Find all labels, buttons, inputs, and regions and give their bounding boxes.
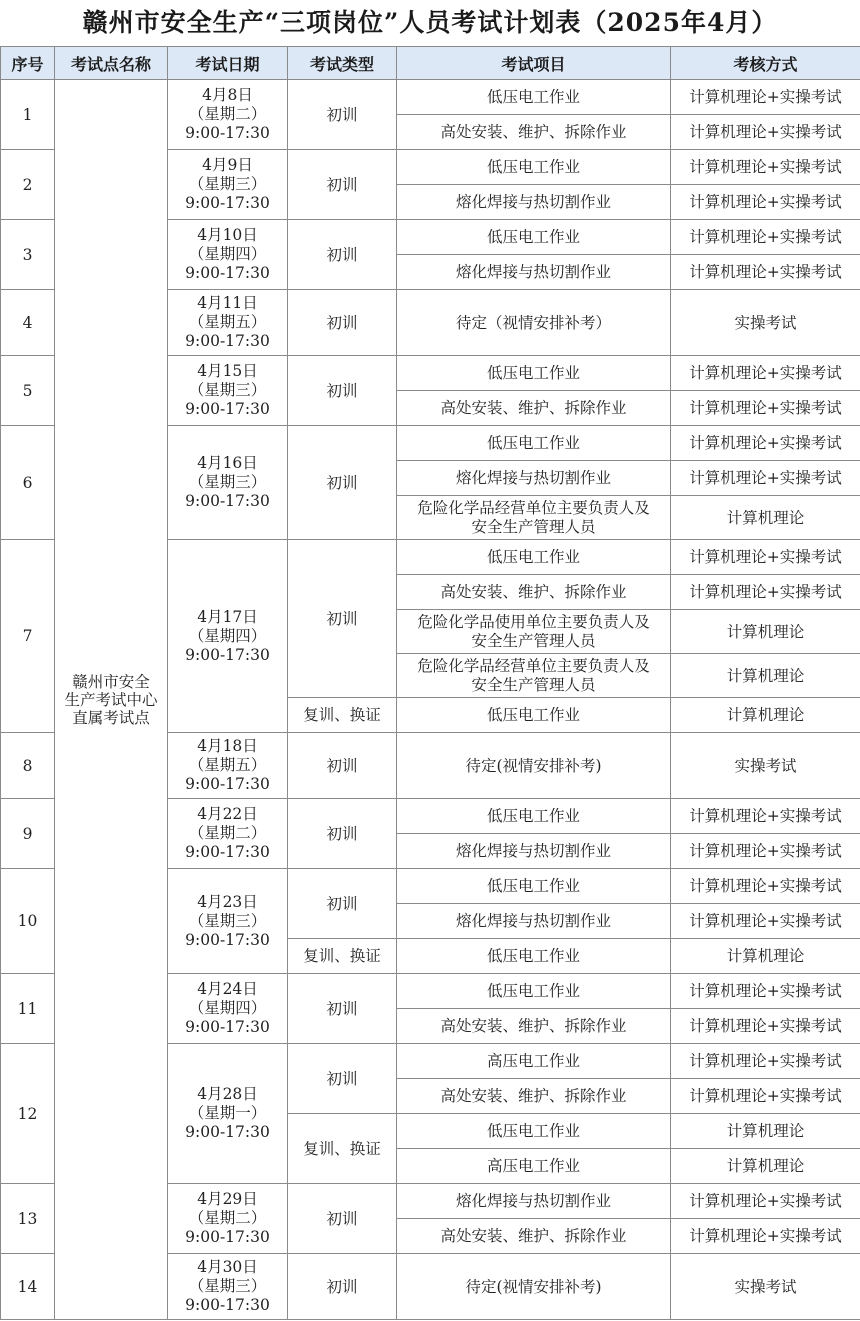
date-text: 4月10日 — [197, 226, 258, 244]
item-line: 安全生产管理人员 — [471, 631, 596, 650]
type-cell: 初训 — [288, 733, 397, 799]
weekday-text: （星期四） — [188, 626, 267, 645]
header-type: 考试类型 — [288, 47, 397, 80]
method-cell: 计算机理论+实操考试 — [671, 974, 860, 1009]
exam-center-cell — [55, 80, 168, 1320]
date-text: 4月15日 — [197, 362, 258, 380]
seq-cell: 12 — [1, 1044, 55, 1184]
type-cell: 初训 — [288, 220, 397, 290]
date-text: 4月23日 — [197, 892, 258, 911]
date-text: 4月9日 — [202, 156, 253, 174]
page-title: 赣州市安全生产“三项岗位”人员考试计划表（2025年4月） — [82, 8, 778, 37]
date-text: 4月11日 — [197, 294, 258, 312]
item-cell: 低压电工作业 — [397, 974, 671, 1009]
item-cell: 低压电工作业 — [397, 939, 671, 974]
method-cell: 计算机理论 — [671, 1114, 860, 1149]
date-text: 4月24日 — [197, 980, 258, 998]
type-cell: 初训 — [288, 80, 397, 150]
item-cell: 低压电工作业 — [397, 540, 671, 575]
date-cell — [168, 974, 288, 1044]
time-text: 9:00-17:30 — [185, 1228, 270, 1246]
method-cell: 计算机理论+实操考试 — [671, 80, 860, 115]
weekday-text: （星期三） — [188, 381, 267, 399]
weekday-text: （星期三） — [188, 1277, 267, 1295]
time-text: 9:00-17:30 — [185, 775, 270, 793]
item-cell: 熔化焊接与热切割作业 — [397, 834, 671, 869]
weekday-text: （星期四） — [188, 245, 267, 263]
method-cell: 计算机理论+实操考试 — [671, 255, 860, 290]
type-cell: 初训 — [288, 1254, 397, 1320]
method-cell: 计算机理论+实操考试 — [671, 391, 860, 426]
item-cell: 熔化焊接与热切割作业 — [397, 461, 671, 496]
method-cell: 计算机理论 — [671, 939, 860, 974]
date-text: 4月16日 — [197, 454, 258, 472]
date-text: 4月22日 — [197, 805, 258, 823]
type-cell: 初训 — [288, 869, 397, 939]
item-cell: 低压电工作业 — [397, 220, 671, 255]
date-cell — [168, 869, 288, 974]
item-cell: 熔化焊接与热切割作业 — [397, 1184, 671, 1219]
item-cell: 低压电工作业 — [397, 698, 671, 733]
time-text: 9:00-17:30 — [185, 332, 270, 350]
method-cell: 计算机理论+实操考试 — [671, 356, 860, 391]
method-cell: 计算机理论+实操考试 — [671, 799, 860, 834]
exam-plan-table — [0, 46, 860, 1320]
date-cell — [168, 150, 288, 220]
seq-cell: 1 — [1, 80, 55, 150]
date-cell — [168, 356, 288, 426]
item-line: 危险化学品使用单位主要负责人及 — [417, 612, 650, 631]
date-cell — [168, 80, 288, 150]
date-cell — [168, 799, 288, 869]
date-cell — [168, 1044, 288, 1184]
item-cell: 低压电工作业 — [397, 426, 671, 461]
item-cell — [397, 610, 671, 654]
seq-cell: 4 — [1, 290, 55, 356]
weekday-text: （星期二） — [188, 1209, 267, 1227]
item-cell: 高处安装、维护、拆除作业 — [397, 1219, 671, 1254]
seq-cell: 8 — [1, 733, 55, 799]
seq-cell: 6 — [1, 426, 55, 540]
method-cell: 计算机理论+实操考试 — [671, 150, 860, 185]
method-cell: 计算机理论+实操考试 — [671, 1184, 860, 1219]
item-cell: 低压电工作业 — [397, 80, 671, 115]
item-cell: 待定(视情安排补考) — [397, 733, 671, 799]
item-line: 危险化学品经营单位主要负责人及 — [417, 498, 650, 517]
header-center: 考试点名称 — [55, 47, 168, 80]
date-cell — [168, 1254, 288, 1320]
item-cell: 高处安装、维护、拆除作业 — [397, 391, 671, 426]
method-cell: 计算机理论+实操考试 — [671, 575, 860, 610]
item-cell: 高处安装、维护、拆除作业 — [397, 1009, 671, 1044]
date-cell — [168, 733, 288, 799]
seq-cell: 3 — [1, 220, 55, 290]
item-cell: 熔化焊接与热切割作业 — [397, 185, 671, 220]
time-text: 9:00-17:30 — [185, 194, 270, 212]
item-cell — [397, 496, 671, 540]
time-text: 9:00-17:30 — [185, 1123, 270, 1141]
weekday-text: （星期三） — [188, 911, 267, 930]
method-cell: 计算机理论 — [671, 698, 860, 733]
header-method: 考核方式 — [671, 47, 860, 80]
method-cell: 计算机理论+实操考试 — [671, 1219, 860, 1254]
type-cell: 初训 — [288, 540, 397, 698]
weekday-text: （星期一） — [188, 1104, 267, 1122]
time-text: 9:00-17:30 — [185, 492, 270, 510]
center-name-line: 赣州市安全 — [72, 672, 150, 691]
seq-cell: 14 — [1, 1254, 55, 1320]
method-cell: 计算机理论+实操考试 — [671, 1044, 860, 1079]
method-cell: 计算机理论+实操考试 — [671, 904, 860, 939]
item-cell: 熔化焊接与热切割作业 — [397, 904, 671, 939]
item-line: 安全生产管理人员 — [471, 675, 596, 694]
type-cell: 初训 — [288, 290, 397, 356]
method-cell: 计算机理论 — [671, 654, 860, 698]
type-cell: 初训 — [288, 356, 397, 426]
type-cell: 初训 — [288, 1184, 397, 1254]
seq-cell: 2 — [1, 150, 55, 220]
method-cell: 计算机理论+实操考试 — [671, 869, 860, 904]
type-cell: 复训、换证 — [288, 1114, 397, 1184]
seq-cell: 13 — [1, 1184, 55, 1254]
header-item: 考试项目 — [397, 47, 671, 80]
date-cell — [168, 290, 288, 356]
header-seq: 序号 — [1, 47, 55, 80]
time-text: 9:00-17:30 — [185, 930, 270, 949]
time-text: 9:00-17:30 — [185, 1018, 270, 1036]
time-text: 9:00-17:30 — [185, 1296, 270, 1314]
type-cell: 复训、换证 — [288, 698, 397, 733]
method-cell: 计算机理论+实操考试 — [671, 220, 860, 255]
seq-cell: 10 — [1, 869, 55, 974]
date-cell — [168, 540, 288, 733]
time-text: 9:00-17:30 — [185, 400, 270, 418]
time-text: 9:00-17:30 — [185, 124, 270, 142]
item-cell: 低压电工作业 — [397, 799, 671, 834]
header-date: 考试日期 — [168, 47, 288, 80]
date-text: 4月30日 — [197, 1258, 258, 1276]
time-text: 9:00-17:30 — [185, 843, 270, 861]
method-cell: 计算机理论+实操考试 — [671, 426, 860, 461]
item-cell: 低压电工作业 — [397, 356, 671, 391]
seq-cell: 9 — [1, 799, 55, 869]
seq-cell: 5 — [1, 356, 55, 426]
type-cell: 初训 — [288, 799, 397, 869]
method-cell: 计算机理论 — [671, 496, 860, 540]
date-cell — [168, 220, 288, 290]
method-cell: 实操考试 — [671, 733, 860, 799]
type-cell: 初训 — [288, 974, 397, 1044]
item-cell: 高处安装、维护、拆除作业 — [397, 115, 671, 150]
date-cell — [168, 1184, 288, 1254]
method-cell: 计算机理论+实操考试 — [671, 1079, 860, 1114]
weekday-text: （星期二） — [188, 105, 267, 123]
date-text: 4月8日 — [202, 86, 253, 104]
center-name-line: 直属考试点 — [72, 708, 150, 727]
date-text: 4月28日 — [197, 1085, 258, 1103]
item-cell — [397, 654, 671, 698]
date-text: 4月17日 — [197, 607, 258, 626]
type-cell: 初训 — [288, 150, 397, 220]
method-cell: 计算机理论+实操考试 — [671, 834, 860, 869]
item-cell: 低压电工作业 — [397, 1114, 671, 1149]
weekday-text: （星期五） — [188, 313, 267, 331]
method-cell: 计算机理论+实操考试 — [671, 540, 860, 575]
weekday-text: （星期四） — [188, 999, 267, 1017]
method-cell: 计算机理论+实操考试 — [671, 461, 860, 496]
method-cell: 计算机理论+实操考试 — [671, 115, 860, 150]
table-row — [1, 80, 860, 115]
time-text: 9:00-17:30 — [185, 264, 270, 282]
type-cell: 复训、换证 — [288, 939, 397, 974]
method-cell: 计算机理论 — [671, 1149, 860, 1184]
method-cell: 实操考试 — [671, 290, 860, 356]
item-line: 危险化学品经营单位主要负责人及 — [417, 656, 650, 675]
item-cell: 低压电工作业 — [397, 150, 671, 185]
method-cell: 计算机理论+实操考试 — [671, 185, 860, 220]
method-cell: 实操考试 — [671, 1254, 860, 1320]
item-cell: 熔化焊接与热切割作业 — [397, 255, 671, 290]
seq-cell: 11 — [1, 974, 55, 1044]
seq-cell: 7 — [1, 540, 55, 733]
item-cell: 低压电工作业 — [397, 869, 671, 904]
item-cell: 高处安装、维护、拆除作业 — [397, 575, 671, 610]
weekday-text: （星期五） — [188, 756, 267, 774]
time-text: 9:00-17:30 — [185, 645, 270, 664]
item-cell: 待定(视情安排补考) — [397, 1254, 671, 1320]
date-text: 4月29日 — [197, 1190, 258, 1208]
center-name-line: 生产考试中心 — [64, 690, 158, 709]
date-cell — [168, 426, 288, 540]
type-cell: 初训 — [288, 1044, 397, 1114]
type-cell: 初训 — [288, 426, 397, 540]
item-cell: 待定（视情安排补考） — [397, 290, 671, 356]
method-cell: 计算机理论 — [671, 610, 860, 654]
weekday-text: （星期三） — [188, 175, 267, 193]
item-line: 安全生产管理人员 — [471, 517, 596, 536]
date-text: 4月18日 — [197, 737, 258, 755]
item-cell: 高压电工作业 — [397, 1044, 671, 1079]
method-cell: 计算机理论+实操考试 — [671, 1009, 860, 1044]
header-row — [1, 47, 860, 80]
item-cell: 高处安装、维护、拆除作业 — [397, 1079, 671, 1114]
item-cell: 高压电工作业 — [397, 1149, 671, 1184]
weekday-text: （星期二） — [188, 824, 267, 842]
weekday-text: （星期三） — [188, 473, 267, 491]
